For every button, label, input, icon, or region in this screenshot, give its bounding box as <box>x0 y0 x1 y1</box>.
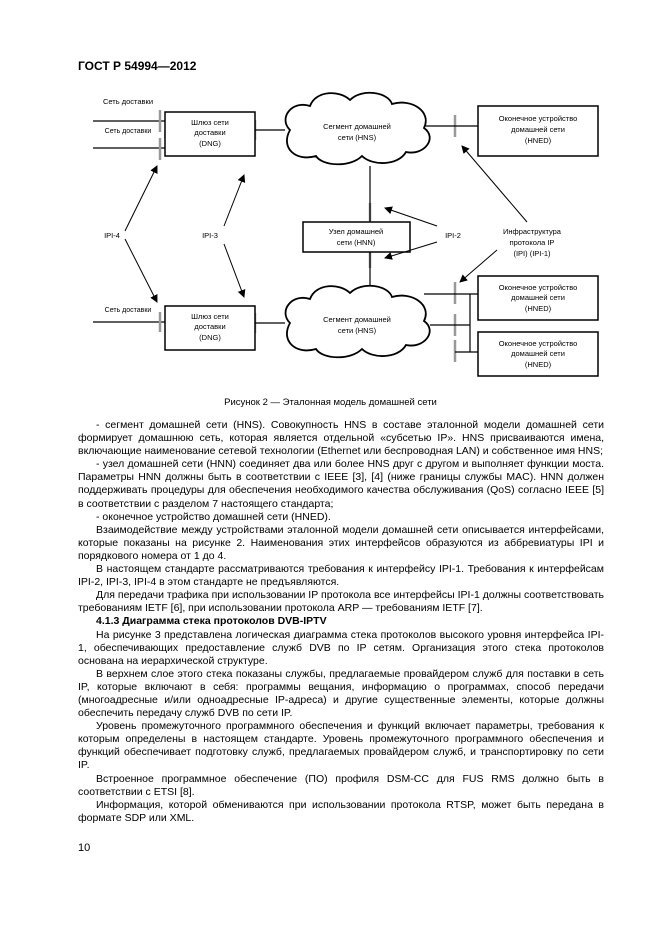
svg-text:(HNED): (HNED) <box>524 360 552 369</box>
paragraph-ipi1: В настоящем стандарте рассматриваются требования к интерфейсу IPI-1. Требования к интерфейсам IPI-2, IPI-3, IPI-4 в этом стандарте не предъявляются. <box>78 563 604 589</box>
hned-bottom-box <box>478 332 598 376</box>
delivery-network-label-1: Сеть доставки <box>102 97 154 106</box>
svg-text:Сегмент домашней: Сегмент домашней <box>323 122 391 131</box>
page-number: 10 <box>78 842 91 854</box>
svg-text:Оконечное устройство: Оконечное устройство <box>498 114 578 123</box>
svg-text:(IPI) (IPI-1): (IPI) (IPI-1) <box>513 249 551 258</box>
paragraph-interfaces: Взаимодействие между устройствами эталонной модели домашней сети описывается интерфейсами, которые показаны на рисунке 2. Наименования этих интерфейсов образуются из аббревиатуры IPI и порядкового номера от 1 до 4. <box>78 523 604 562</box>
dng-top-box <box>165 112 255 156</box>
svg-text:Инфраструктура: Инфраструктура <box>503 227 561 236</box>
paragraph-dsmcc: Встроенное программное обеспечение (ПО) профиля DSM-CC для FUS RMS должно быть в соответствии с ETSI [8]. <box>78 772 604 798</box>
svg-text:(HNED): (HNED) <box>524 304 552 313</box>
paragraph-ietf: Для передачи трафика при использовании IP протокола все интерфейсы IPI-1 должны соответствовать требованиям IETF [6], при использовании протокола ARP — требованиям IETF [7]. <box>78 589 604 615</box>
paragraph-middleware: Уровень промежуточного программного обеспечения и функций включает параметры, требования к которым определены в настоящем стандарте. Уровень промежуточного программного обеспечения и функций обеспечивает подготовку служб, предлагаемых провайдером служб, и транспортировку по сети IP. <box>78 720 604 772</box>
svg-text:Шлюз сети: Шлюз сети <box>191 312 229 321</box>
svg-text:Узел домашней: Узел домашней <box>328 227 384 236</box>
svg-text:домашней сети: домашней сети <box>511 293 565 302</box>
ipi-2-label: IPI-2 <box>445 231 461 240</box>
paragraph-hns: - сегмент домашней сети (HNS). Совокупность HNS в составе эталонной модели домашней сети формирует домашнюю сеть, которая является отдельной «субсетью IP». HNS присваиваются имена, включающие наименование сетевой технологии (Ethernet или беспроводная LAN) и собственное имя HNS; <box>78 419 604 458</box>
delivery-network-label-3: Сеть доставки <box>104 307 152 314</box>
body-text <box>78 419 604 825</box>
hnn-box <box>303 222 410 252</box>
paragraph-stack-diagram: На рисунке 3 представлена логическая диаграмма стека протоколов высокого уровня интерфейса IPI-1, обеспечивающих предоставление служб DVB по IP сетям. Организация этого стека протоколов основана на иерархической структуре. <box>78 628 604 667</box>
svg-text:домашней сети: домашней сети <box>511 349 565 358</box>
hns-bottom-cloud <box>286 286 430 358</box>
svg-text:протокола IP: протокола IP <box>509 238 555 247</box>
svg-text:(HNED): (HNED) <box>524 136 552 145</box>
paragraph-rtsp: Информация, которой обмениваются при использовании протокола RTSP, может быть передана в формате SDP или XML. <box>78 798 604 824</box>
svg-text:доставки: доставки <box>194 322 226 331</box>
delivery-network-lines <box>93 121 165 322</box>
svg-text:домашней сети: домашней сети <box>511 125 565 134</box>
svg-text:сети (HNS): сети (HNS) <box>337 326 377 335</box>
hned-middle-box <box>478 276 598 320</box>
hns-top-cloud <box>286 93 430 165</box>
hned-top-box <box>478 106 598 156</box>
dng-bottom-box <box>165 306 255 350</box>
svg-text:Сегмент домашней: Сегмент домашней <box>323 315 391 324</box>
paragraph-services-layer: В верхнем слое этого стека показаны службы, предлагаемые провайдером служб для поставки в сеть IP, которые включают в себя: программы вещания, информацию о программах, способ передачи (многоадресные и/или одноадресные IP-адреса) и другие существенные элементы, которые должны обеспечить передачу служб DVB по сети IP. <box>78 667 604 720</box>
figure-caption: Рисунок 2 — Эталонная модель домашней сети <box>224 397 437 408</box>
svg-text:Оконечное устройство: Оконечное устройство <box>498 339 578 348</box>
svg-text:Оконечное устройство: Оконечное устройство <box>498 283 578 292</box>
ipi-1-label <box>503 227 562 258</box>
paragraph-hned: - оконечное устройство домашней сети (HNED). <box>96 510 331 523</box>
svg-text:(DNG): (DNG) <box>199 139 221 148</box>
svg-text:(DNG): (DNG) <box>199 333 221 342</box>
svg-text:доставки: доставки <box>194 128 226 137</box>
svg-text:сети (HNS): сети (HNS) <box>337 133 377 142</box>
svg-text:сети (HNN): сети (HNN) <box>336 238 376 247</box>
home-network-reference-model-diagram <box>0 0 661 400</box>
svg-text:Шлюз сети: Шлюз сети <box>191 118 229 127</box>
document-header: ГОСТ Р 54994—2012 <box>78 59 197 73</box>
delivery-network-label-2: Сеть доставки <box>104 128 152 135</box>
paragraph-hnn: - узел домашней сети (HNN) соединяет два или более HNS друг с другом и выполняет функции моста. Параметры HNN должны быть в соответствии с IEEE [3], [4] (ниже границы службы MAC). HNN должен поддерживать процедуры для обеспечения необходимого качества обслуживания (QoS) согласно IEEE [5] в соответствии с разделом 7 настоящего стандарта; <box>78 458 604 510</box>
ipi-4-label: IPI-4 <box>104 231 120 240</box>
section-heading: 4.1.3 Диаграмма стека протоколов DVB-IPTV <box>96 615 327 628</box>
ipi-3-label: IPI-3 <box>202 231 218 240</box>
